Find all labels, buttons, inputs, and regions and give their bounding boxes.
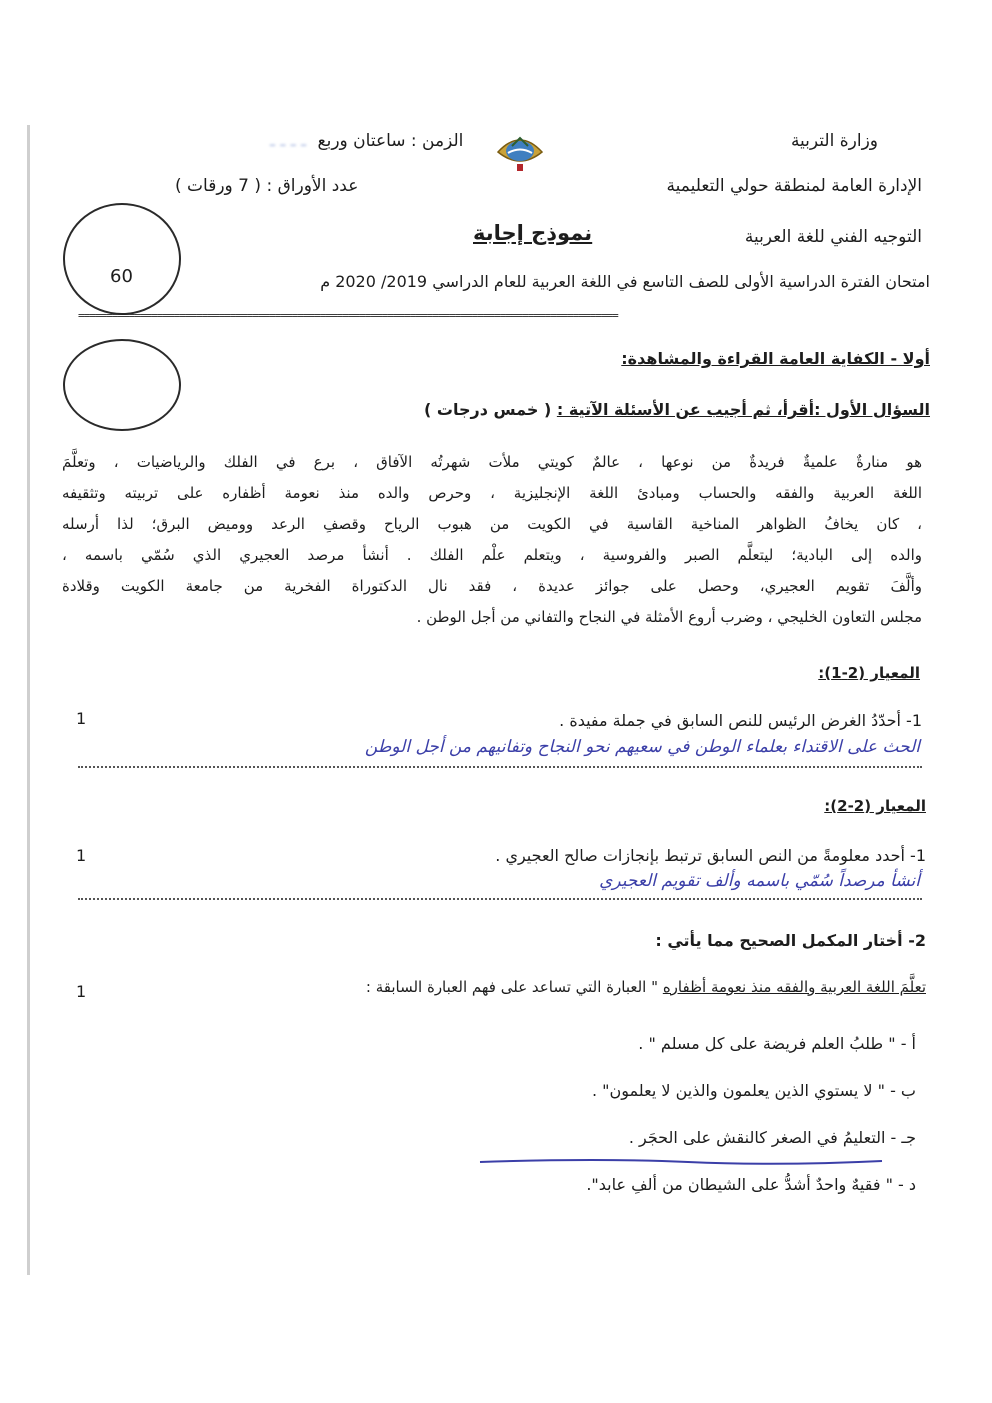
total-score: 60 xyxy=(110,266,133,287)
option-c-answer-underline xyxy=(478,1154,886,1168)
passage-line: والده إلى البادية؛ ليتعلَّم الصبر والفروسية ، ويتعلم علْم الفلك . أنشأ مرصد العجيري الذي سُمّي باسمه ، xyxy=(62,546,922,564)
option-b: ب - " لا يستوي الذين يعلمون والذين لا يعلمون" . xyxy=(592,1081,916,1100)
question-one-points: ( خمس درجات ) xyxy=(424,400,552,419)
question-2-stem: تعلَّمَ اللغة العربية والفقه منذ نعومة أظفاره " العبارة التي تساعد على فهم العبارة السابقة : xyxy=(365,978,926,996)
redacted-smudge: ـ ـ ـ ـ xyxy=(270,131,307,151)
passage-line: مجلس التعاون الخليجي ، وضرب أروع الأمثلة في النجاح والتفاني من أجل الوطن . xyxy=(416,608,922,626)
question-2-mark: 1 xyxy=(76,982,87,1001)
passage-line: اللغة العربية والفقه والحساب ومبادئ اللغة الإنجليزية ، وحرص والده منذ نعومة أظفاره على تربيته وتثقيفه xyxy=(62,484,922,502)
directorate-name: الإدارة العامة لمنطقة حولي التعليمية xyxy=(666,176,922,196)
question-2-stem-quote: تعلَّمَ اللغة العربية والفقه منذ نعومة أظفاره xyxy=(662,978,926,996)
option-a: أ - " طلبُ العلم فريضة على كل مسلم " . xyxy=(638,1034,916,1053)
ministry-name: وزارة التربية xyxy=(790,131,878,151)
reading-passage xyxy=(62,447,922,633)
page-count: عدد الأوراق : ( 7 ورقات ) xyxy=(175,176,359,196)
passage-line: ، كان يخافُ الظواهر المناخية القاسية في الكويت من هبوب الرياح وقصفِ الرعد ووميض البرق؛ لذا أرسله xyxy=(62,515,922,533)
separator-line: ================================================================================================ xyxy=(78,309,618,322)
criterion-1-mark: 1 xyxy=(76,709,87,728)
option-c: جـ - التعليمُ في الصغر كالنقش على الحجَر . xyxy=(628,1128,916,1147)
criterion-2-question: 1- أحدد معلومةً من النص السابق ترتبط بإنجازات صالح العجيري . xyxy=(495,846,926,865)
question-2-heading: 2- أختار المكمل الصحيح مما يأتي : xyxy=(655,931,926,950)
section-score-circle xyxy=(63,339,181,431)
answer-model-title: نموذج إجابة xyxy=(473,221,593,245)
handwritten-answer-1: الحث على الاقتداء بعلماء الوطن في سعيهم نحو النجاح وتفانيهم من أجل الوطن xyxy=(364,737,920,757)
handwritten-answer-2: أنشأ مرصداً سُمّي باسمه وألف تقويم العجيري xyxy=(599,871,920,891)
option-d: د - " فقيهٌ واحدٌ أشدُّ على الشيطان من ألفِ عابد". xyxy=(586,1175,916,1194)
question-one-heading: السؤال الأول :أقرأ، ثم أجيب عن الأسئلة الآتية : ( خمس درجات ) xyxy=(424,400,930,419)
section-title: أولا - الكفاية العامة القراءة والمشاهدة: xyxy=(621,349,930,368)
passage-line: وألَّفَ تقويم العجيري، وحصل على جوائز عديدة ، فقد نال الدكتوراة الفخرية من جامعة الكويت وقلادة xyxy=(62,577,922,595)
criterion-1-label: المعيار (2-1): xyxy=(818,664,920,682)
total-score-circle xyxy=(63,203,181,315)
criterion-2-mark: 1 xyxy=(76,846,87,865)
exam-title: امتحان الفترة الدراسية الأولى للصف التاسع في اللغة العربية للعام الدراسي 2019/ 2020 م xyxy=(320,272,930,291)
answer-line xyxy=(78,766,922,768)
answer-line xyxy=(78,898,922,900)
ministry-logo-emblem xyxy=(494,126,546,174)
criterion-2-label: المعيار (2-2): xyxy=(824,797,926,815)
criterion-1-question: 1- أحدّدُ الغرض الرئيس للنص السابق في جملة مفيدة . xyxy=(559,711,922,730)
supervision-name: التوجيه الفني للغة العربية xyxy=(744,227,922,247)
passage-line: هو منارةٌ علميةٌ فريدةٌ من نوعها ، عالمٌ كويتي ملأت شهرتُه الآفاق ، برع في الفلك والرياضيات ، وتعلَّمَ xyxy=(62,453,922,471)
exam-duration: الزمن : ساعتان وربع ـ ـ ـ ـ xyxy=(270,131,464,151)
scan-margin-line xyxy=(27,125,30,1275)
